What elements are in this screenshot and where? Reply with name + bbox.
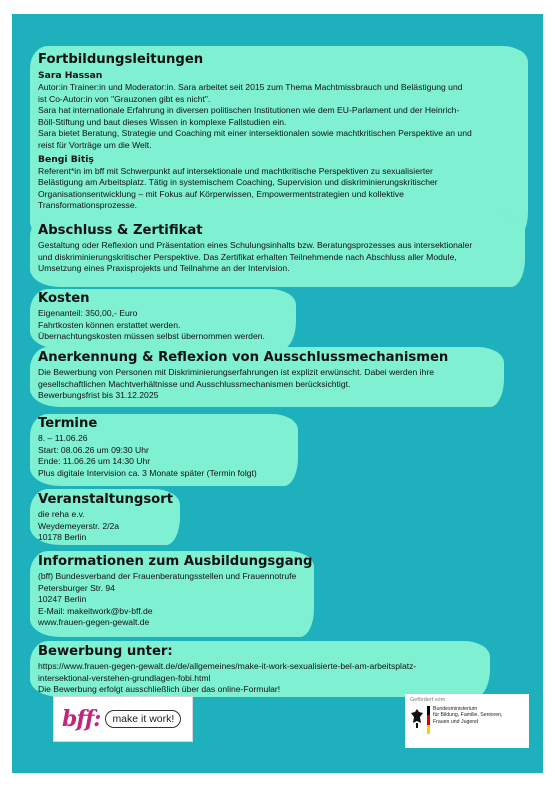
anerkennung-line: Die Bewerbung von Personen mit Diskriminierungserfahrungen ist explizit erwünscht. Dabei werden ihre bbox=[38, 367, 434, 377]
section-ort bbox=[38, 492, 523, 544]
info-line: 10247 Berlin bbox=[38, 594, 87, 605]
info-line: (bff) Bundesverband der Frauenberatungsstellen und Frauennotrufe bbox=[38, 571, 297, 581]
section-bewerbung bbox=[38, 644, 523, 696]
termine-line: Start: 08.06.26 um 09:30 Uhr bbox=[38, 444, 149, 455]
bewerbung-link[interactable]: https://www.frauen-gegen-gewalt.de/de/allgemeines/make-it-work-sexualisierte-bel-am-arbeitsplatz- bbox=[38, 661, 417, 671]
person1-name: Sara Hassan bbox=[38, 70, 103, 81]
kosten-line: Eigenanteil: 350,00,- Euro bbox=[38, 308, 138, 318]
info-line: Petersburger Str. 94 bbox=[38, 582, 115, 593]
anerkennung-line: Bewerbungsfrist bis 31.12.2025 bbox=[38, 390, 159, 401]
bewerbung-note: Die Bewerbung erfolgt ausschließlich über das online-Formular! bbox=[38, 684, 281, 695]
kosten-line: Übernachtungskosten müssen selbst übernommen werden. bbox=[38, 331, 265, 342]
funded-by-label: Gefördert vom bbox=[410, 697, 446, 703]
abschluss-line: Gestaltung oder Reflexion und Präsentation eines Schulungsinhalts bzw. Beratungsprozesses aus intersektionaler bbox=[38, 240, 473, 250]
info-email[interactable]: E-Mail: makeitwork@bv-bff.de bbox=[38, 605, 153, 616]
abschluss-heading: Abschluss & Zertifikat bbox=[38, 223, 203, 238]
info-website-link[interactable]: www.frauen-gegen-gewalt.de bbox=[38, 617, 150, 628]
bewerbung-link[interactable]: intersektional-verstehen-grundlagen-fobi.html bbox=[38, 672, 211, 683]
person2-line: Referent*in im bff mit Schwerpunkt auf intersektionale und machtkritische Perspektiven zu sexualisierter bbox=[38, 165, 433, 176]
section-abschluss bbox=[38, 223, 523, 275]
person1-line: Böll-Stiftung und baut dieses Wissen in komplexe Fallstudien ein. bbox=[38, 116, 287, 127]
person2-line: Organisationsentwicklung – mit Fokus auf Körperwissen, Empowermentstrategien und kollektive bbox=[38, 188, 404, 199]
section-termine bbox=[38, 416, 523, 479]
ministry-name-line: Frauen und Jugend bbox=[433, 718, 478, 725]
section-anerkennung bbox=[38, 350, 523, 402]
federal-eagle-icon bbox=[410, 706, 424, 732]
abschluss-line: und diskriminierungskritischer Perspektive. Das Zertifikat erhalten Teilnehmende nach Abschluss aller Module, bbox=[38, 251, 457, 262]
person2-line: Belästigung am Arbeitsplatz. Tätig in systemischem Coaching, Supervision und diskriminierungskritischer bbox=[38, 177, 438, 188]
section-info bbox=[38, 554, 523, 629]
german-flag-stripe bbox=[427, 706, 430, 734]
ministry-logo bbox=[405, 694, 529, 748]
section-fortbildung bbox=[38, 52, 523, 212]
make-it-work-logo-text: make it work! bbox=[105, 710, 181, 728]
ministry-name-line: für Bildung, Familie, Senioren, bbox=[433, 712, 503, 719]
anerkennung-line: gesellschaftlichen Machtverhältnisse und Ausschlussmechanismen berücksichtigt. bbox=[38, 378, 351, 389]
termine-heading: Termine bbox=[38, 416, 98, 431]
termine-line: Ende: 11.06.26 um 14:30 Uhr bbox=[38, 456, 151, 467]
kosten-heading: Kosten bbox=[38, 291, 90, 306]
fortbildung-heading: Fortbildungsleitungen bbox=[38, 52, 204, 67]
ort-line: Weydemeyerstr. 2/2a bbox=[38, 520, 120, 531]
ministry-name bbox=[433, 706, 503, 725]
person1-line: reist für Vorträge um die Welt. bbox=[38, 139, 152, 150]
bff-make-it-work-logo bbox=[53, 696, 193, 742]
person1-line: Sara bietet Beratung, Strategie und Coaching mit einer intersektionalen sowie machtkritischen Perspektive an und bbox=[38, 128, 472, 139]
ort-line: 10178 Berlin bbox=[38, 532, 87, 543]
anerkennung-heading: Anerkennung & Reflexion von Ausschlussmechanismen bbox=[38, 350, 449, 365]
termine-line: 8. – 11.06.26 bbox=[38, 433, 88, 443]
person2-name: Bengi Bitiş bbox=[38, 153, 94, 165]
info-heading: Informationen zum Ausbildungsgang bbox=[38, 554, 313, 569]
bewerbung-heading: Bewerbung unter: bbox=[38, 644, 173, 659]
abschluss-line: Umsetzung eines Praxisprojekts und Teilnahme an der Intervision. bbox=[38, 263, 290, 274]
person1-line: Autor:in Trainer:in und Moderator:in. Sara arbeitet seit 2015 zum Thema Machtmissbrauch und Belästigung und bbox=[38, 82, 463, 92]
ministry-name-line: Bundesministerium bbox=[433, 706, 478, 712]
person2-line: Transformationsprozesse. bbox=[38, 200, 138, 211]
bff-logo-text: bff: bbox=[62, 706, 101, 732]
poster bbox=[12, 14, 543, 773]
person1-line: ist Co-Autor:in von "Grauzonen gibt es nicht". bbox=[38, 93, 211, 104]
person1-line: Sara hat internationale Erfahrung in diversen politischen Institutionen wie dem EU-Parlament und der Heinrich- bbox=[38, 105, 460, 116]
kosten-line: Fahrtkosten können erstattet werden. bbox=[38, 319, 181, 330]
section-kosten bbox=[38, 291, 523, 343]
ort-heading: Veranstaltungsort bbox=[38, 492, 174, 507]
ort-line: die reha e.v. bbox=[38, 509, 85, 519]
termine-line: Plus digitale Intervision ca. 3 Monate später (Termin folgt) bbox=[38, 467, 257, 478]
